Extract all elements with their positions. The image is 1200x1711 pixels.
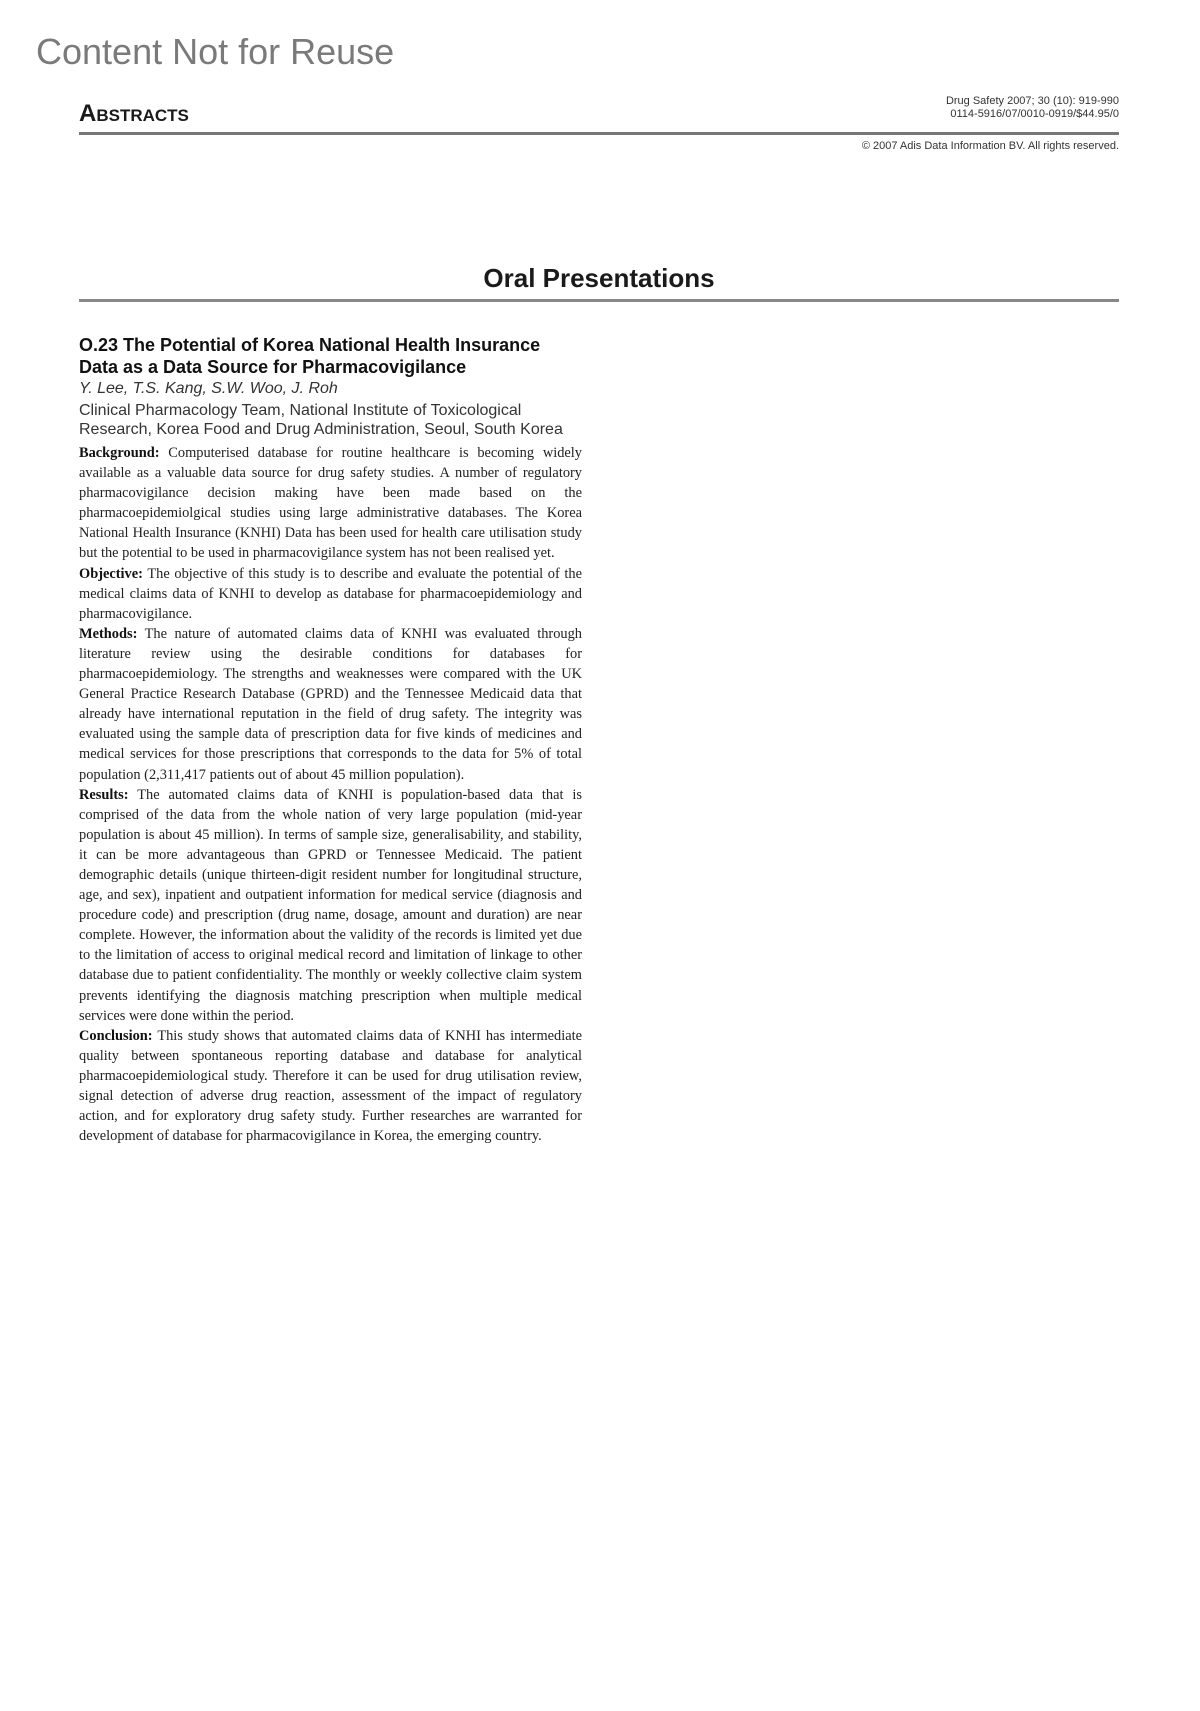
abstract-background [79,443,582,564]
abstract-results [79,785,582,1026]
abstract-title: O.23 The Potential of Korea National Health Insurance Data as a Data Source for Pharmacovigilance [79,335,541,377]
watermark-text: Content Not for Reuse [36,31,395,72]
background-text: Computerised database for routine healthcare is becoming widely available as a valuable data source for drug safety studies. A number of regulatory pharmacovigilance decision making have been made based on the pharmacoepidemiolgical studies using large administrative databases. The Korea National Health Insurance (KNHI) Data has been used for health care utilisation study but the potential to be used in pharmacovigilance system has not been realised yet. [79,445,582,562]
header-title: Abstracts [79,100,189,127]
results-label: Results: [79,786,129,803]
section-title: Oral Presentations [483,263,715,293]
conclusion-label: Conclusion: [79,1027,153,1044]
abstract-authors: Y. Lee, T.S. Kang, S.W. Woo, J. Roh [79,380,338,397]
conclusion-text: This study shows that automated claims data of KNHI has intermediate quality between spontaneous reporting database and database for analytical pharmacoepidemiological study. Therefore it can be used for drug utilisation review, signal detection of adverse drug reaction, assessment of the impact of regulatory action, and for exploratory drug safety study. Further researches are warranted for development of database for pharmacovigilance in Korea, the emerging country. [79,1027,582,1145]
objective-label: Objective: [79,565,143,582]
methods-text: The nature of automated claims data of KNHI was evaluated through literature review using the desirable conditions for databases for pharmacoepidemiology. The strengths and weaknesses were compared with the UK General Practice Research Database (GPRD) and the Tennessee Medicaid data that already have international reputation in the field of drug safety. The integrity was evaluated using the sample data of prescription data for five kinds of medicines and medical services for those prescriptions that corresponds to the data for 5% of total population (2,311,417 patients out of about 45 million population). [79,625,582,783]
section-divider [79,299,1119,302]
abstract-objective [79,564,582,624]
background-label: Background: [79,445,160,461]
page-header [79,92,1119,136]
journal-info [946,95,1119,121]
copyright-notice: © 2007 Adis Data Information BV. All rights reserved. [861,140,1119,152]
journal-citation: Drug Safety 2007; 30 (10): 919-990 [945,95,1119,107]
objective-text: The objective of this study is to describe and evaluate the potential of the medical claims data of KNHI to develop as database for pharmacoepidemiology and pharmacovigilance. [79,565,582,622]
abstract-conclusion [79,1026,582,1147]
abstract-methods [79,624,582,785]
methods-label: Methods: [79,625,138,642]
header-divider [79,132,1119,135]
abstract-affiliation: Clinical Pharmacology Team, National Institute of Toxicological Research, Korea Food and Drug Administration, Seoul, South Korea [79,402,563,438]
results-text: The automated claims data of KNHI is population-based data that is comprised of the data from the whole nation of very large population (mid-year population is about 45 million). In terms of sample size, generalisability, and stability, it can be more advantageous than GPRD or Tennessee Medicaid. The patient demographic details (unique thirteen-digit resident number for longitudinal structure, age, and sex), inpatient and outpatient information for medical service (diagnosis and procedure code) and prescription (drug name, dosage, amount and duration) are near complete. However, the information about the validity of the records is limited yet due to the limitation of access to original medical record and limitation of linkage to other database due to patient confidentiality. The monthly or weekly collective claim system prevents identifying the diagnosis matching prescription when multiple medical services were done within the period. [79,786,582,1024]
abstract-block [79,334,582,1146]
journal-issn: 0114-5916/07/0010-0919/$44.95/0 [950,108,1119,120]
